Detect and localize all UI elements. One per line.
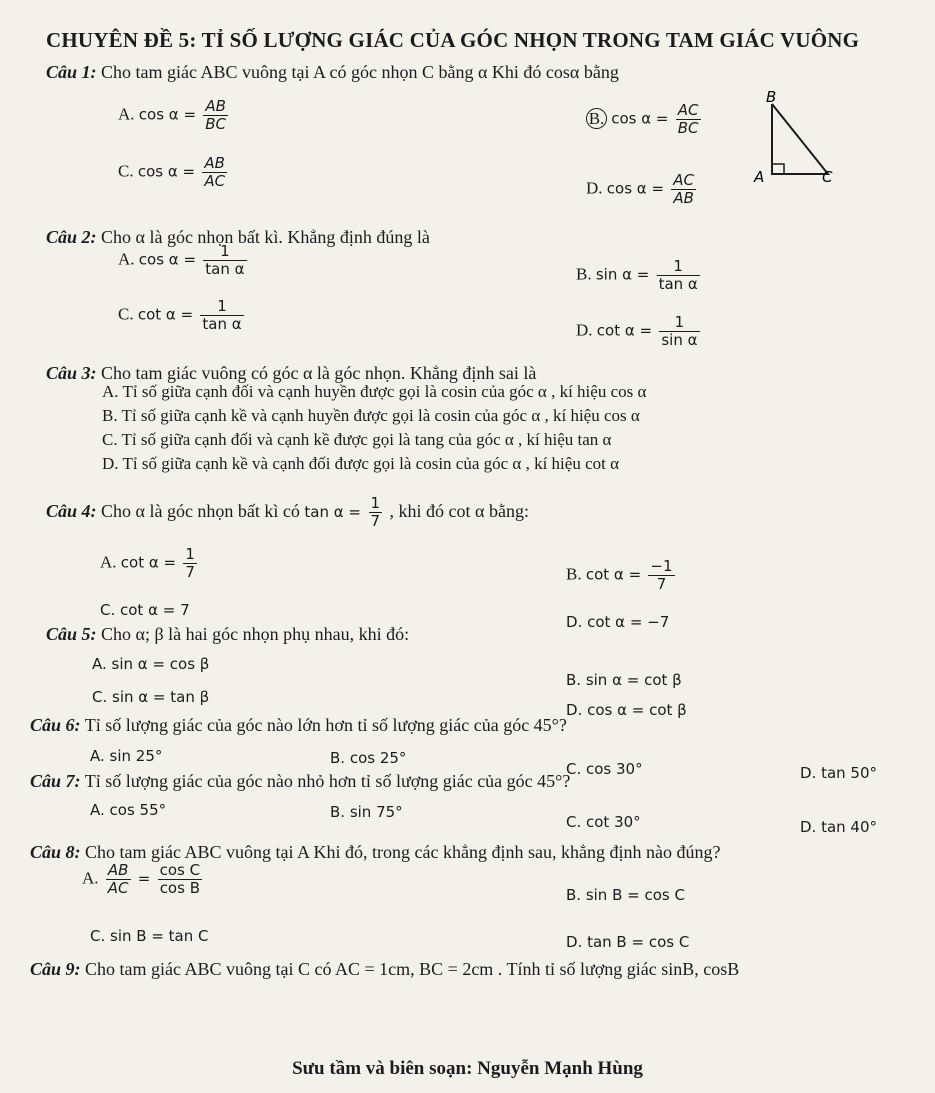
q8-option-c: C. sin B = tan C (90, 927, 209, 945)
q3-option-a: A. Tỉ số giữa cạnh đối và cạnh huyền được gọi là cosin của góc α , kí hiệu cos α (102, 382, 647, 401)
q7-option-c: C. cot 30° (566, 813, 641, 831)
question-7: Câu 7: Tỉ số lượng giác của góc nào nhỏ hơn tỉ số lượng giác của góc 45°? (30, 771, 571, 791)
question-5: Câu 5: Cho α; β là hai góc nhọn phụ nhau, khi đó: (46, 624, 410, 644)
q7-option-b: B. sin 75° (330, 803, 403, 821)
q5-option-b: B. sin α = cot β (566, 671, 682, 689)
question-6: Câu 6: Tỉ số lượng giác của góc nào lớn hơn tỉ số lượng giác của góc 45°? (30, 715, 567, 735)
q2-option-c: C. cot α = $\frac{1}{\text{tan α}}$ (118, 297, 242, 334)
q5-option-c: C. sin α = tan β (92, 688, 210, 706)
q4-option-a: A. cot α = $\frac{1}{7}$ (100, 545, 195, 582)
question-4: Câu 4: Cho α là góc nhọn bất kì có tan α = $\frac{1}{7}$ , khi đó cot α bằng: (46, 494, 529, 531)
q2-option-b: B. sin α = $\frac{1}{\text{tan α}}$ (576, 257, 698, 294)
q6-option-a: A. sin 25° (90, 747, 163, 765)
footer-credit: Sưu tầm và biên soạn: Nguyễn Mạnh Hùng (292, 1058, 643, 1079)
q6-option-b: B. cos 25° (330, 749, 407, 767)
vertex-c-label: C (822, 168, 833, 186)
q8-option-a: A. $\frac{AB}{AC}$ = $\frac{\text{cos C}}{\text{cos B}}$ (82, 861, 201, 898)
q7-option-a: A. cos 55° (90, 801, 167, 819)
q4-option-b: B. cot α = $\frac{-1}{7}$ (566, 557, 673, 594)
q6-option-c: C. cos 30° (566, 760, 643, 778)
q1-option-c: C. cos α = $\frac{AB}{AC}$ (118, 154, 226, 191)
question-label: Câu 1: (46, 62, 97, 82)
vertex-a-label: A (754, 168, 765, 186)
q8-option-d: D. tan B = cos C (566, 933, 690, 951)
q8-option-b: B. sin B = cos C (566, 886, 685, 904)
selected-answer-circle: B. (586, 108, 607, 129)
question-9: Câu 9: Cho tam giác ABC vuông tại C có AC = 1cm, BC = 2cm . Tính tỉ số lượng giác sinB, cosB (30, 959, 740, 979)
q6-option-d: D. tan 50° (800, 764, 878, 782)
vertex-b-label: B (766, 88, 777, 106)
question-3: Câu 3: Cho tam giác vuông có góc α là góc nhọn. Khẳng định sai là (46, 363, 537, 383)
q3-option-c: C. Tỉ số giữa cạnh đối và cạnh kề được gọi là tang của góc α , kí hiệu tan α (102, 430, 612, 449)
q2-option-d: D. cot α = $\frac{1}{\text{sin α}}$ (576, 313, 698, 350)
question-text: Cho tam giác ABC vuông tại A có góc nhọn C bằng α Khi đó cosα bằng (101, 62, 619, 82)
q4-option-c: C. cot α = 7 (100, 601, 190, 619)
q5-option-d: D. cos α = cot β (566, 701, 687, 719)
q1-option-b: B. cos α = $\frac{AC}{BC}$ (586, 102, 704, 138)
question-8: Câu 8: Cho tam giác ABC vuông tại A Khi đó, trong các khẳng định sau, khẳng định nào đúng? (30, 842, 721, 862)
question-2: Câu 2: Cho α là góc nhọn bất kì. Khẳng định đúng là (46, 227, 430, 247)
q2-option-a: A. cos α = $\frac{1}{\text{tan α}}$ (118, 242, 245, 279)
triangle-abc-figure (750, 84, 865, 194)
q3-option-d: D. Tỉ số giữa cạnh kề và cạnh đối được gọi là cosin của góc α , kí hiệu cot α (102, 454, 620, 473)
q7-option-d: D. tan 40° (800, 818, 878, 836)
q4-option-d: D. cot α = −7 (566, 613, 670, 631)
q1-option-d: D. cos α = $\frac{AC}{AB}$ (586, 171, 695, 208)
q1-option-a: A. cos α = $\frac{AB}{BC}$ (118, 97, 227, 134)
question-1 (46, 62, 619, 83)
page-title: CHUYÊN ĐỀ 5: TỈ SỐ LƯỢNG GIÁC CỦA GÓC NHỌN TRONG TAM GIÁC VUÔNG (46, 28, 860, 52)
q5-option-a: A. sin α = cos β (92, 655, 210, 673)
q3-option-b: B. Tỉ số giữa cạnh kề và cạnh huyền được gọi là cosin của góc α , kí hiệu cos α (102, 406, 640, 425)
